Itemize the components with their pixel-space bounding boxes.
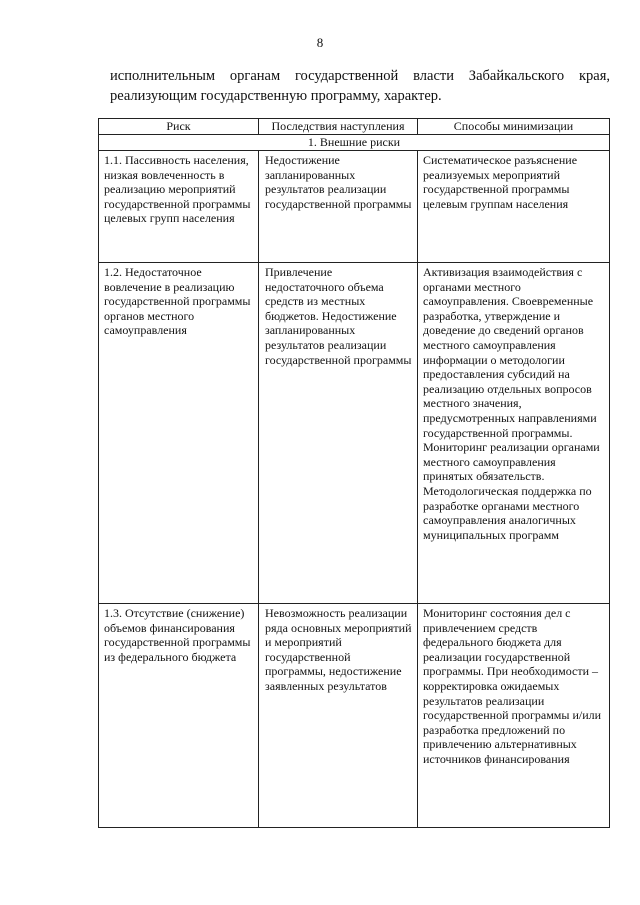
- section-row: [99, 135, 610, 151]
- page-number: 8: [316, 35, 324, 50]
- header-risk: Риск: [99, 119, 259, 135]
- mitigation-cell: Систематическое разъяснение реализуемых мероприятий государственной программы целевым группам населения: [418, 151, 610, 263]
- risk-cell: 1.1. Пассивность населения, низкая вовлеченность в реализацию мероприятий государственной программы целевых групп населения: [99, 151, 259, 263]
- table-row: [99, 263, 610, 604]
- risk-table: [98, 118, 610, 828]
- table-header-row: [99, 119, 610, 135]
- risk-cell: 1.2. Недостаточное вовлечение в реализацию государственной программы органов местного самоуправления: [99, 263, 259, 604]
- risk-cell: 1.3. Отсутствие (снижение) объемов финансирования государственной программы из федерального бюджета: [99, 604, 259, 828]
- header-mitigation: Способы минимизации: [418, 119, 610, 135]
- consequences-cell: Привлечение недостаточного объема средств из местных бюджетов. Недостижение запланированных результатов реализации государственной программы: [259, 263, 418, 604]
- table-row: [99, 604, 610, 828]
- mitigation-cell: Активизация взаимодействия с органами местного самоуправления. Своевременные разработка, утверждение и доведение до сведений органов местного самоуправления информации о методологии предоставления субсидий на реализацию отдельных вопросов местного значения, предусмотренных направлениями государственной программы. Мониторинг реализации органами местного самоуправления принятых обязательств. Методологическая поддержка по разработке органами местного самоуправления аналогичных муниципальных программ: [418, 263, 610, 604]
- mitigation-cell: Мониторинг состояния дел с привлечением средств федерального бюджета для реализации государственной программы. При необходимости – корректировка ожидаемых результатов реализации государственной программы и/или разработка предложений по привлечению альтернативных источников финансирования: [418, 604, 610, 828]
- section-title: 1. Внешние риски: [99, 135, 610, 151]
- consequences-cell: Невозможность реализации ряда основных мероприятий и мероприятий государственной программы, недостижение заявленных результатов: [259, 604, 418, 828]
- consequences-cell: Недостижение запланированных результатов реализации государственной программы: [259, 151, 418, 263]
- intro-line-2: реализующим государственную программу, характер.: [110, 88, 442, 104]
- intro-paragraph: [110, 66, 610, 106]
- intro-line-1: исполнительным органам государственной власти Забайкальского края,: [110, 68, 610, 84]
- header-consequences: Последствия наступления: [259, 119, 418, 135]
- table-row: [99, 151, 610, 263]
